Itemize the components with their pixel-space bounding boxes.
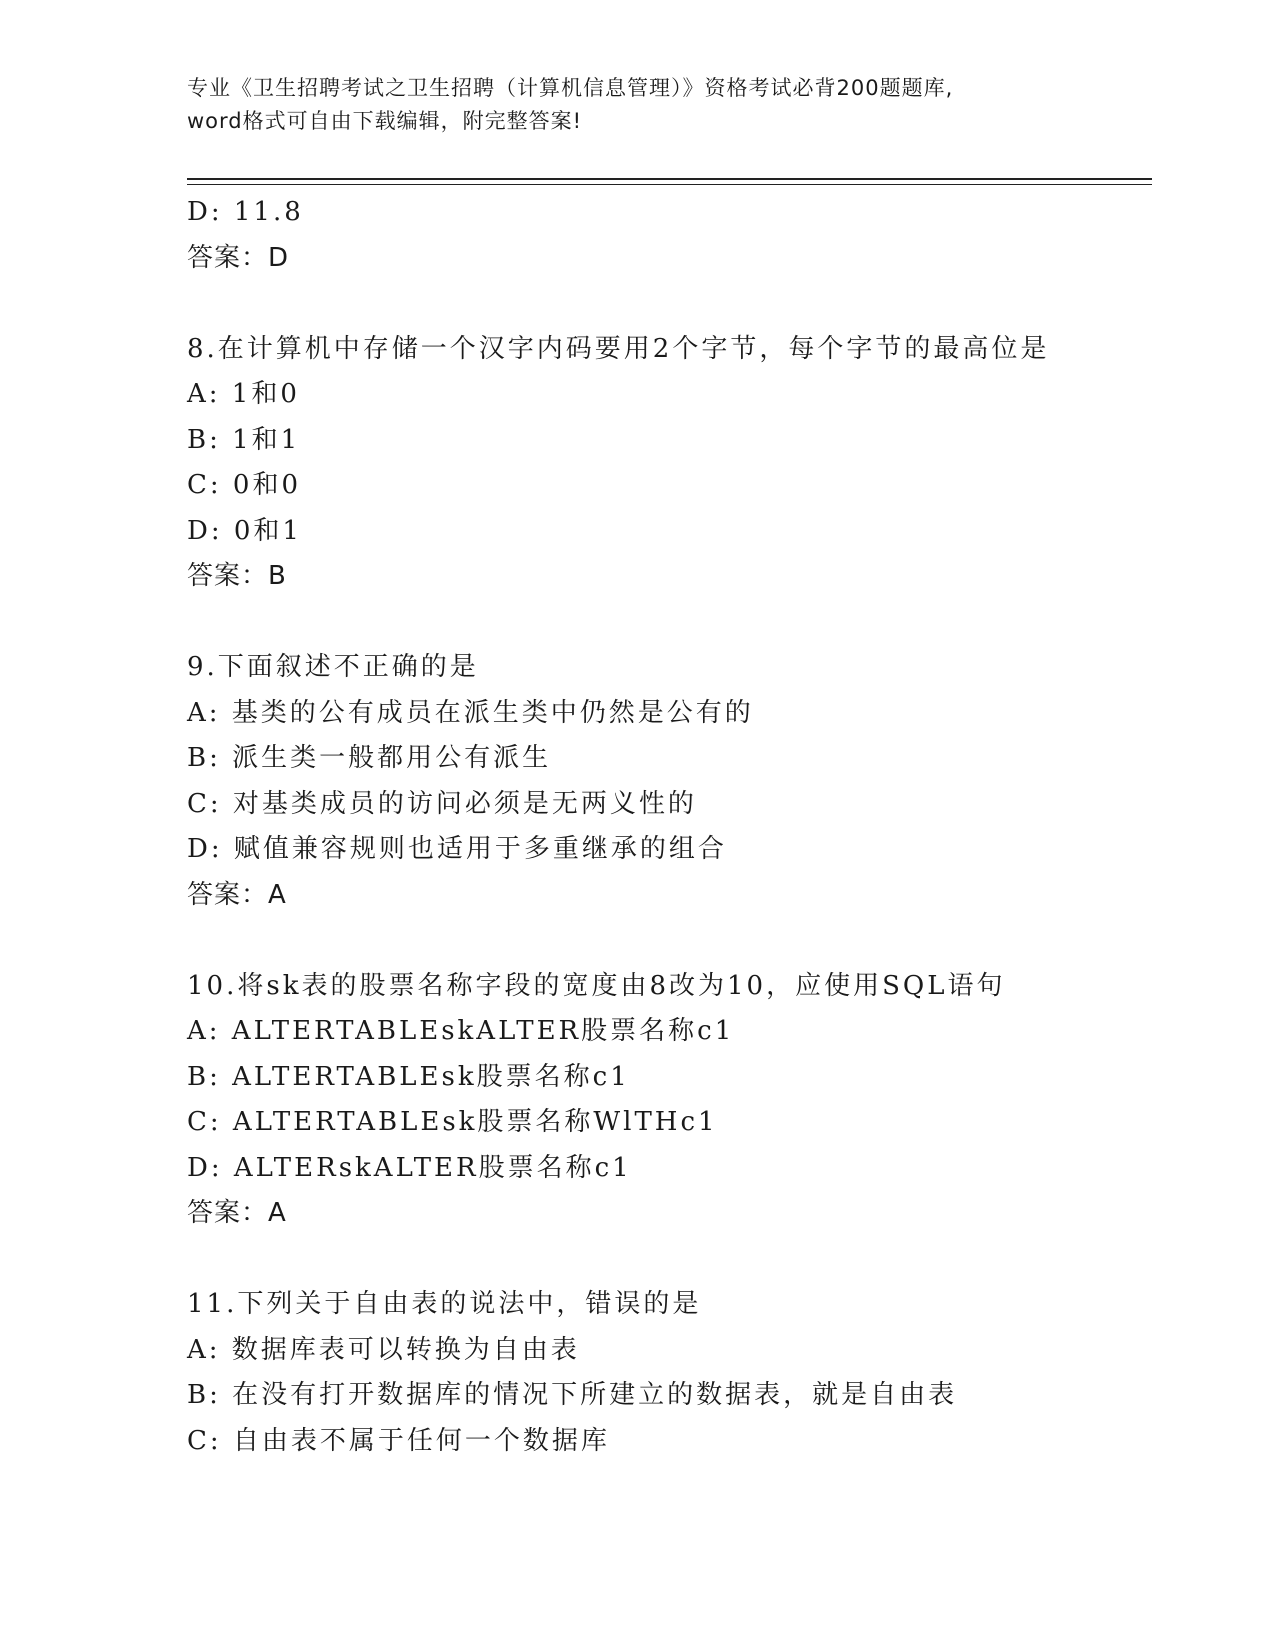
option-line: C: 自由表不属于任何一个数据库 <box>187 1425 610 1456</box>
option-line: D: ALTERskALTER股票名称c1 <box>187 1152 632 1183</box>
question-stem: 9.下面叙述不正确的是 <box>187 652 479 682</box>
option-line: D: 赋值兼容规则也适用于多重继承的组合 <box>187 834 727 864</box>
option-line: B: ALTERTABLEsk股票名称c1 <box>187 1061 630 1092</box>
option-line: A: ALTERTABLEskALTER股票名称c1 <box>187 1016 735 1046</box>
option-line: B: 1和1 <box>187 424 301 455</box>
question-stem: 8.在计算机中存储一个汉字内码要用2个字节，每个字节的最高位是 <box>187 333 1050 364</box>
option-line: D: 0和1 <box>187 515 302 546</box>
question-stem: 11.下列关于自由表的说法中，错误的是 <box>187 1289 702 1319</box>
question-list <box>187 190 1147 1464</box>
spacer <box>187 281 1147 327</box>
answer-line: 答案：A <box>187 879 287 910</box>
option-line: A: 数据库表可以转换为自由表 <box>187 1334 580 1365</box>
document-header <box>187 72 1147 138</box>
header-title-line-2: word格式可自由下载编辑，附完整答案! <box>187 109 583 133</box>
header-divider-thin <box>187 184 1152 185</box>
spacer <box>187 600 1147 646</box>
option-line: C: ALTERTABLEsk股票名称WlTHc1 <box>187 1107 718 1137</box>
option-line: C: 对基类成员的访问必须是无两义性的 <box>187 788 697 819</box>
spacer <box>187 1237 1147 1283</box>
option-line: C: 0和0 <box>187 470 302 500</box>
option-line: A: 基类的公有成员在派生类中仍然是公有的 <box>187 697 754 728</box>
option-line: A: 1和0 <box>187 379 300 409</box>
header-divider-thick <box>187 178 1152 180</box>
answer-line: 答案：A <box>187 1198 287 1228</box>
option-line: B: 在没有打开数据库的情况下所建立的数据表，就是自由表 <box>187 1380 958 1410</box>
option-line: B: 派生类一般都用公有派生 <box>187 743 552 773</box>
question-stem: 10.将sk表的股票名称字段的宽度由8改为10，应使用SQL语句 <box>187 970 1006 1001</box>
header-title-line-1: 专业《卫生招聘考试之卫生招聘（计算机信息管理）》资格考试必背200题题库, <box>187 76 954 100</box>
answer-line: 答案：D <box>187 242 290 273</box>
option-line: D: 11.8 <box>187 197 304 227</box>
spacer <box>187 918 1147 964</box>
answer-line: 答案：B <box>187 561 287 591</box>
